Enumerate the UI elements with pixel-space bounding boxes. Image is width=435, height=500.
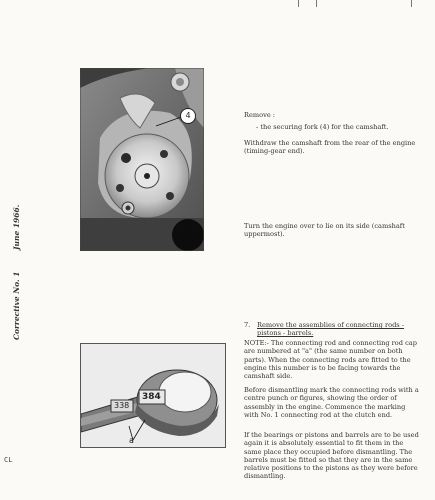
- camshaft-fork-illustration: [80, 68, 204, 251]
- note-paragraph: NOTE:- The connecting rod and connecting rod cap are numbered at "a" (the same number on both parts). When the connecting rods are fitted to the engine this number is to be facing towards the camshaft side.: [244, 339, 417, 381]
- top-margin-tick: [298, 0, 299, 7]
- section-number: 7.: [244, 321, 251, 329]
- connecting-rod-photo: [80, 343, 226, 448]
- camshaft-fork-photo: [80, 68, 204, 251]
- date-side-note: June 1966.: [12, 204, 21, 250]
- correction-side-note: Corrective No. 1: [12, 271, 21, 340]
- before-dismantling-paragraph: Before dismantling mark the connecting rods with a centre punch or figures, showing the order of assembly in the engine. Commence the marking with No. 1 connecting rod at the clutch end.: [244, 386, 419, 419]
- rod-stamp-left: 338: [114, 401, 130, 410]
- bearings-paragraph: If the bearings or pistons and barrels are to be used again it is absolutely essential to fit them in the same place they occupied before dismantling. The barrels must be fitted so that they are in the same relative positions to the pistons as they were before dismantling.: [244, 431, 419, 481]
- top-margin-tick: [411, 0, 412, 7]
- remove-heading: Remove :: [244, 111, 276, 119]
- section-title: Remove the assemblies of connecting rods - pistons - barrels.: [257, 321, 405, 338]
- rod-callout-label: a: [129, 436, 134, 445]
- fork-callout-label: 4: [185, 111, 191, 120]
- top-margin-tick: [316, 0, 317, 7]
- fork-callout-circle: [180, 108, 196, 124]
- page-mark: CL: [4, 456, 13, 464]
- turn-engine: Turn the engine over to lie on its side (camshaft uppermost).: [244, 222, 405, 239]
- remove-item: - the securing fork (4) for the camshaft.: [256, 123, 389, 131]
- rod-stamp-right: 384: [142, 392, 161, 402]
- withdraw-camshaft: Withdraw the camshaft from the rear of the engine (timing-gear end).: [244, 139, 416, 156]
